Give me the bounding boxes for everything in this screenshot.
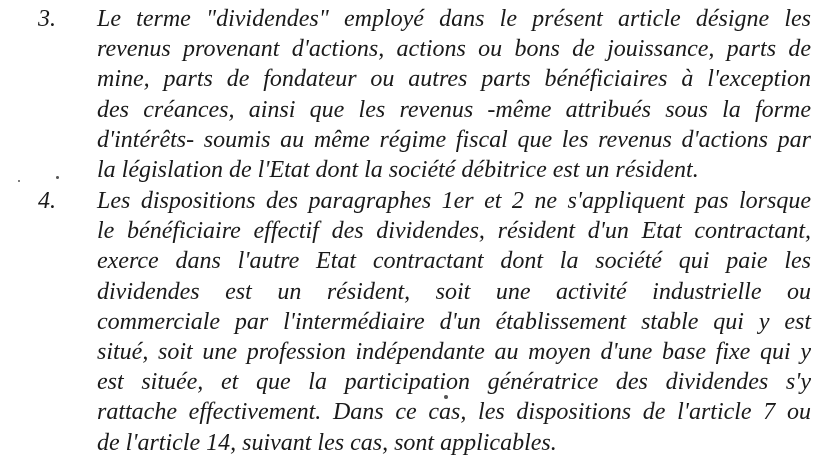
text-line: exerce dans l'autre Etat contractant dont la société qui paie les — [97, 248, 811, 275]
text-line: mine, parts de fondateur ou autres parts bénéficiaires à l'exception — [97, 66, 811, 93]
text-line: rattache effectivement. Dans ce cas, les dispositions de l'article 7 ou — [97, 399, 811, 426]
text-line: commerciale par l'intermédiaire d'un établissement stable qui y est — [97, 308, 811, 335]
text-line: d'intérêts- soumis au même régime fiscal que les revenus d'actions par — [97, 126, 811, 153]
text-line: Le terme "dividendes" employé dans le présent article désigne les — [97, 6, 811, 32]
text-line: est située, et que la participation génératrice des dividendes s'y — [97, 369, 811, 396]
scan-speck — [56, 176, 59, 179]
scan-speck — [18, 180, 20, 182]
text-line: la législation de l'Etat dont la société débitrice est un résident. — [97, 156, 699, 183]
paragraph-body — [97, 4, 811, 185]
text-line: de l'article 14, suivant les cas, sont applicables. — [97, 429, 557, 456]
scan-speck — [444, 395, 448, 399]
text-line: des créances, ainsi que les revenus -même attribués sous la forme — [97, 96, 811, 123]
text-line: situé, soit une profession indépendante au moyen d'une base fixe qui y — [97, 338, 811, 365]
paragraph-number: 3. — [38, 6, 56, 32]
paragraph-body — [97, 186, 811, 458]
text-line: Les dispositions des paragraphes 1er et 2 ne s'appliquent pas lorsque — [97, 188, 811, 214]
text-line: revenus provenant d'actions, actions ou bons de jouissance, parts de — [97, 36, 811, 63]
text-line: le bénéficiaire effectif des dividendes, résident d'un Etat contractant, — [97, 218, 811, 245]
text-line: dividendes est un résident, soit une activité industrielle ou — [97, 278, 811, 305]
paragraph-number: 4. — [38, 188, 56, 214]
